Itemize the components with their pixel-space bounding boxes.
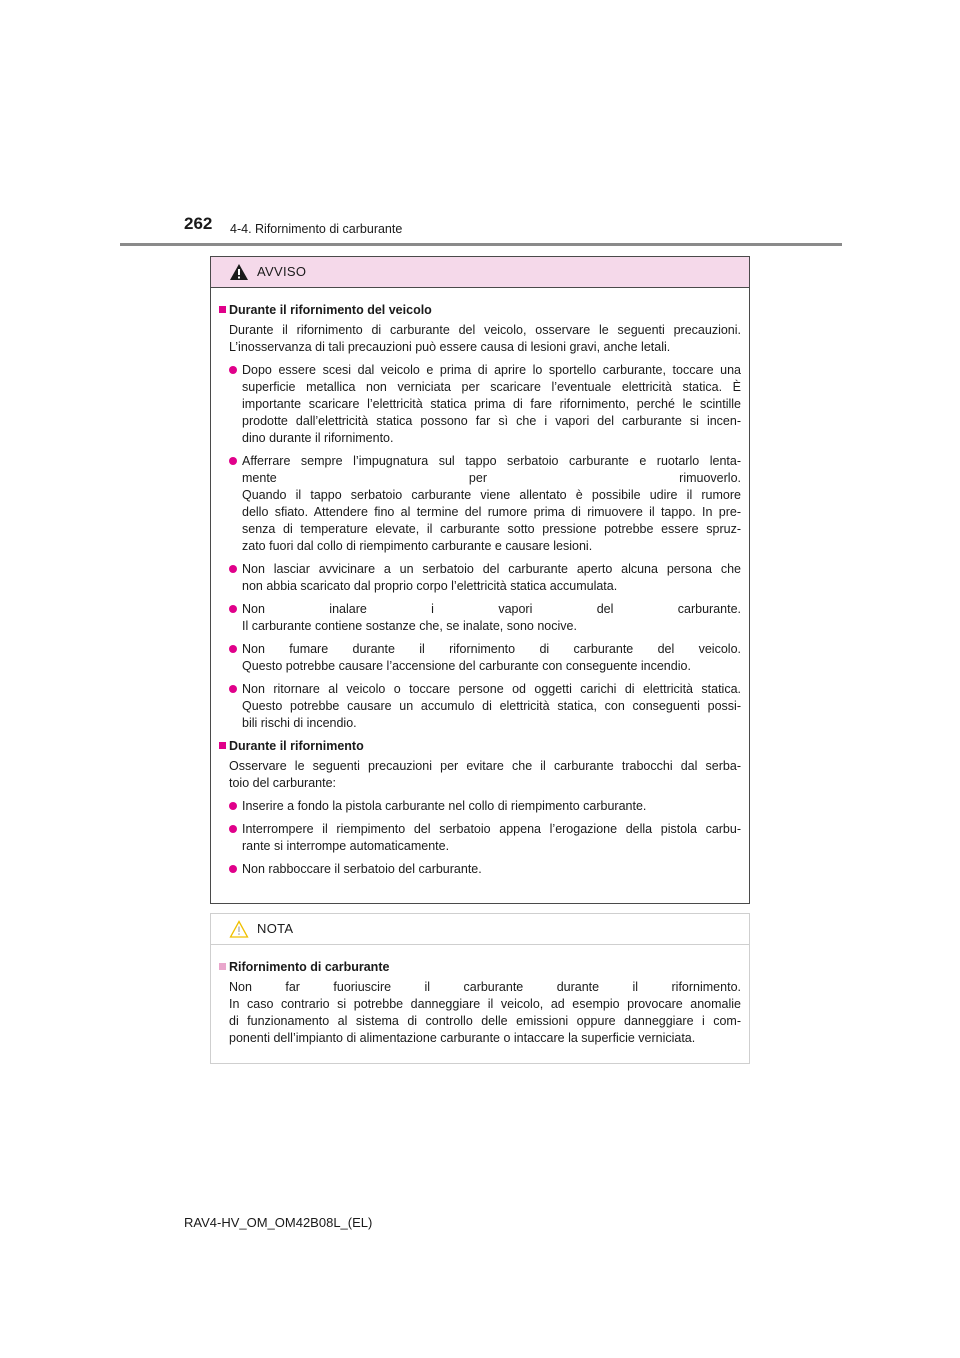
warning-triangle-icon bbox=[229, 263, 249, 281]
text-line: Quando il tappo serbatoio carburante viene allentato è possibile udire il rumore bbox=[242, 488, 741, 502]
section-intro bbox=[219, 979, 741, 1047]
round-bullet-icon bbox=[229, 605, 237, 613]
warning-content bbox=[211, 288, 749, 878]
text-line: non abbia scaricato dal proprio corpo l’elettricità statica accumulata. bbox=[242, 579, 618, 593]
text-line: Interrompere il riempimento del serbatoio appena l’erogazione della pistola carbu- bbox=[242, 822, 741, 836]
round-bullet-icon bbox=[229, 457, 237, 465]
section-heading bbox=[219, 302, 741, 319]
text-line: senza di temperature elevate, il carburante sotto pressione potrebbe essere spruz- bbox=[242, 522, 741, 536]
text-line: Durante il rifornimento di carburante del veicolo, osservare le seguenti precauzioni. bbox=[229, 323, 741, 337]
list-item bbox=[219, 681, 741, 732]
text-line: superficie metallica non verniciata per scaricare l’eventuale elettricità statica. È bbox=[242, 380, 741, 394]
section-heading-text: Durante il rifornimento del veicolo bbox=[229, 303, 432, 317]
round-bullet-icon bbox=[229, 645, 237, 653]
text-line: toio del carburante: bbox=[229, 776, 337, 790]
text-line: Il carburante contiene sostanze che, se inalate, sono nocive. bbox=[242, 619, 577, 633]
text-line: Inserire a fondo la pistola carburante nel collo di riempimento carburante. bbox=[242, 799, 647, 813]
text-line: Questo potrebbe causare l’accensione del carburante con conseguente incendio. bbox=[242, 659, 691, 673]
section-heading-text: Durante il rifornimento bbox=[229, 739, 364, 753]
text-line: dino durante il rifornimento. bbox=[242, 431, 394, 445]
square-bullet-icon bbox=[219, 306, 226, 313]
text-line: Questo potrebbe causare un accumulo di elettricità statica, con conseguenti possi- bbox=[242, 699, 741, 713]
text-line: importante scaricare l’elettricità statica prima di fare rifornimento, perché le scintille bbox=[242, 397, 741, 411]
list-item bbox=[219, 861, 741, 878]
round-bullet-icon bbox=[229, 802, 237, 810]
round-bullet-icon bbox=[229, 685, 237, 693]
text-line: bili rischi di incendio. bbox=[242, 716, 357, 730]
text-line: In caso contrario si potrebbe danneggiare il veicolo, ad esempio provocare anomalie bbox=[229, 997, 741, 1011]
text-line: Non far fuoriuscire il carburante durante il rifornimento. bbox=[229, 980, 741, 994]
text-line: di funzionamento al sistema di controllo delle emissioni oppure danneggiare i com- bbox=[229, 1014, 741, 1028]
text-line: ponenti dell’impianto di alimentazione carburante o intaccare la superficie verniciata. bbox=[229, 1031, 696, 1045]
text-line: prodotte dall’elettricità statica possono far sì che i vapori del carburante si incen- bbox=[242, 414, 741, 428]
list-item bbox=[219, 362, 741, 447]
text-line: Non inalare i vapori del carburante. bbox=[242, 602, 741, 616]
list-item bbox=[219, 821, 741, 855]
header-rule bbox=[120, 243, 842, 246]
list-item bbox=[219, 601, 741, 635]
section-heading-text: Rifornimento di carburante bbox=[229, 960, 390, 974]
note-box bbox=[210, 913, 750, 1064]
text-line: Non fumare durante il rifornimento di carburante del veicolo. bbox=[242, 642, 741, 656]
text-line: Afferrare sempre l’impugnatura sul tappo serbatoio carburante e ruotarlo lenta- bbox=[242, 454, 741, 468]
list-item bbox=[219, 561, 741, 595]
section-intro bbox=[219, 322, 741, 356]
warning-title: AVVISO bbox=[257, 264, 307, 279]
text-line: L’inosservanza di tali precauzioni può essere causa di lesioni gravi, anche letali. bbox=[229, 340, 671, 354]
text-line: Non lasciar avvicinare a un serbatoio del carburante aperto alcuna persona che bbox=[242, 562, 741, 576]
text-line: mente per rimuoverlo. bbox=[242, 471, 741, 485]
round-bullet-icon bbox=[229, 865, 237, 873]
note-content bbox=[211, 945, 749, 1047]
text-line: Non rabboccare il serbatoio del carburante. bbox=[242, 862, 482, 876]
text-line: zato fuori dal collo di riempimento carburante e causare lesioni. bbox=[242, 539, 593, 553]
round-bullet-icon bbox=[229, 366, 237, 374]
text-line: Osservare le seguenti precauzioni per evitare che il carburante trabocchi dal serba- bbox=[229, 759, 741, 773]
round-bullet-icon bbox=[229, 565, 237, 573]
note-header bbox=[211, 914, 749, 945]
text-line: dello sfiato. Attendere fino al termine del rumore prima di rimuovere il tappo. In pre- bbox=[242, 505, 741, 519]
section-title: 4-4. Rifornimento di carburante bbox=[230, 222, 403, 236]
list-item bbox=[219, 641, 741, 675]
text-line: rante si interrompe automaticamente. bbox=[242, 839, 450, 853]
text-line: Non ritornare al veicolo o toccare persone od oggetti carichi di elettricità statica. bbox=[242, 682, 741, 696]
document-code: RAV4-HV_OM_OM42B08L_(EL) bbox=[184, 1215, 373, 1230]
text-line: Dopo essere scesi dal veicolo e prima di aprire lo sportello carburante, toccare una bbox=[242, 363, 741, 377]
warning-box bbox=[210, 256, 750, 904]
list-item bbox=[219, 453, 741, 555]
section-heading bbox=[219, 738, 741, 755]
warning-header bbox=[211, 257, 749, 288]
section-intro bbox=[219, 758, 741, 792]
caution-triangle-icon bbox=[229, 920, 249, 938]
list-item bbox=[219, 798, 741, 815]
page-number: 262 bbox=[184, 214, 213, 233]
square-bullet-icon bbox=[219, 963, 226, 970]
note-title: NOTA bbox=[257, 921, 294, 936]
square-bullet-icon bbox=[219, 742, 226, 749]
round-bullet-icon bbox=[229, 825, 237, 833]
section-heading bbox=[219, 959, 741, 976]
